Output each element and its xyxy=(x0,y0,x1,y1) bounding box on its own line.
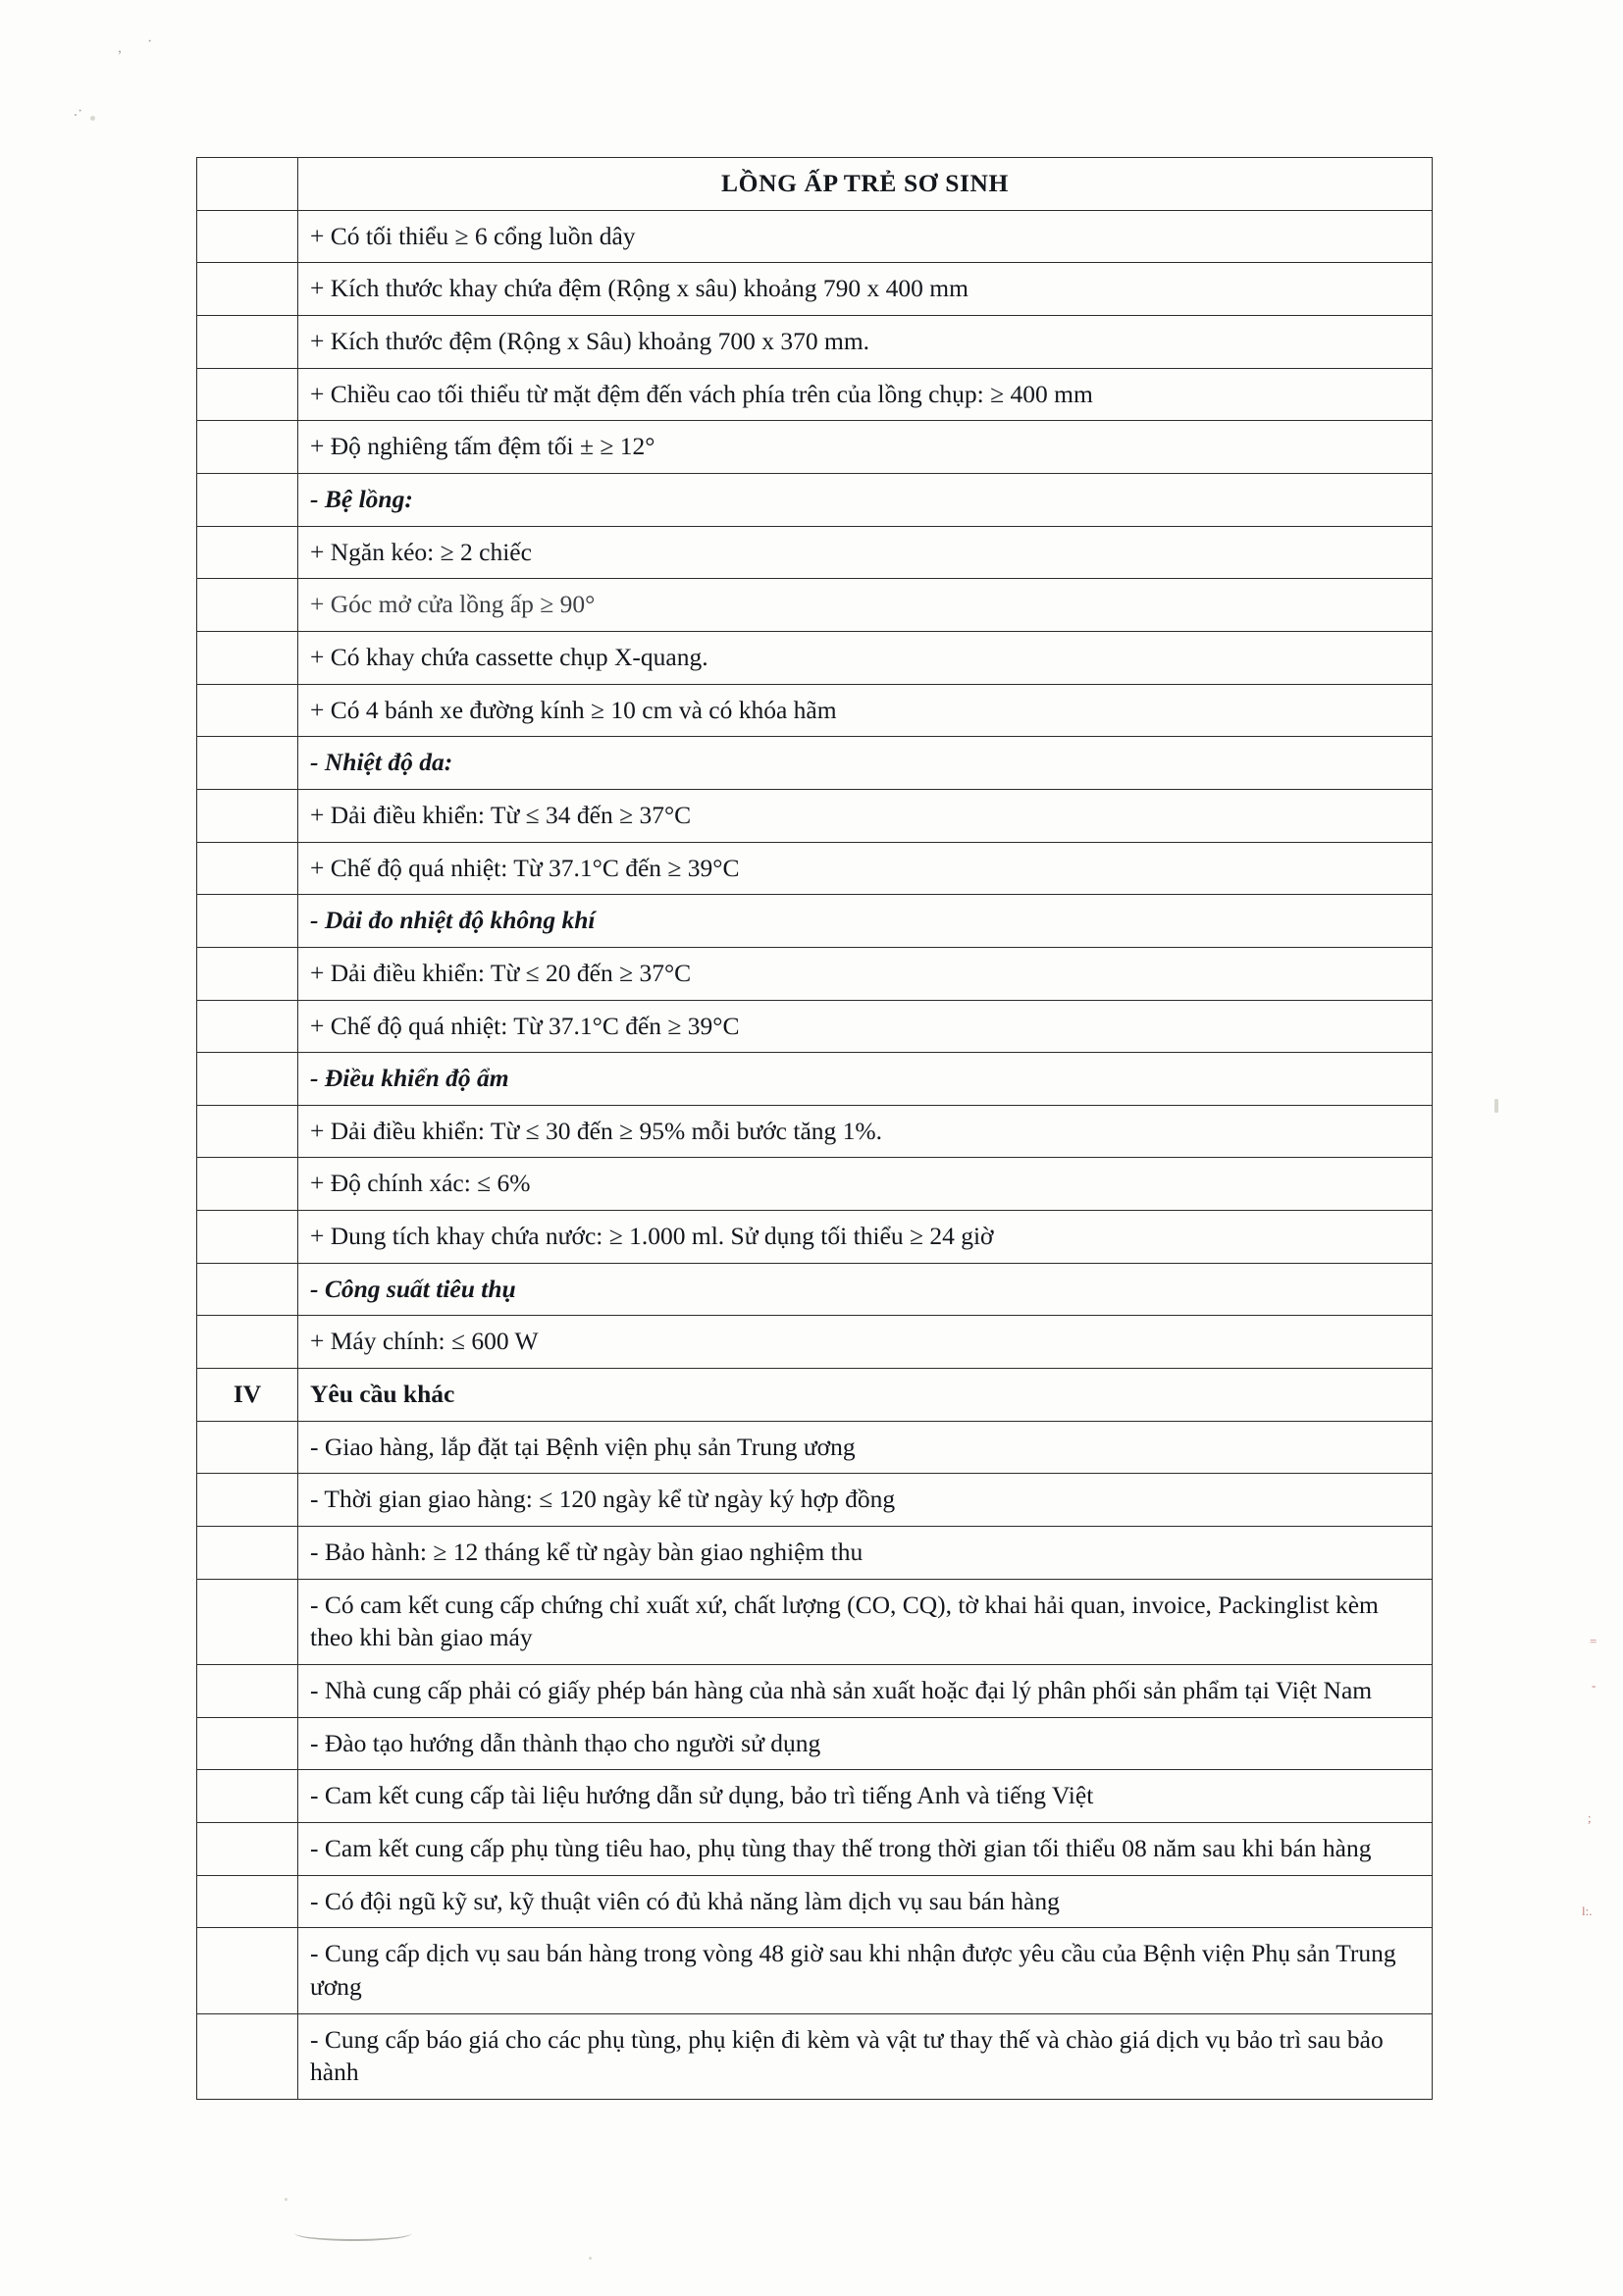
row-number xyxy=(197,1928,298,2013)
row-number xyxy=(197,947,298,1000)
row-subheading: - Điều khiển độ ẩm xyxy=(298,1053,1433,1106)
row-number xyxy=(197,579,298,632)
row-subheading: - Bệ lồng: xyxy=(298,473,1433,526)
scan-edge-mark: = xyxy=(1590,1634,1597,1648)
row-text: + Độ chính xác: ≤ 6% xyxy=(298,1158,1433,1211)
row-number xyxy=(197,1474,298,1527)
row-number xyxy=(197,1527,298,1580)
table-row xyxy=(197,842,1433,895)
row-number xyxy=(197,1579,298,1664)
row-text: - Cam kết cung cấp phụ tùng tiêu hao, phụ tùng thay thế trong thời gian tối thiểu 08 năm sau khi bán hàng xyxy=(298,1823,1433,1876)
row-text: + Dải điều khiển: Từ ≤ 34 đến ≥ 37°C xyxy=(298,789,1433,842)
table-row xyxy=(197,631,1433,684)
table-row xyxy=(197,1421,1433,1474)
section-number: IV xyxy=(197,1369,298,1422)
scan-speck xyxy=(90,116,95,121)
scan-artifact-curl xyxy=(294,2225,412,2241)
row-number xyxy=(197,1770,298,1823)
table-row xyxy=(197,1474,1433,1527)
scan-speck xyxy=(285,2198,288,2201)
row-text: - Cung cấp dịch vụ sau bán hàng trong vòng 48 giờ sau khi nhận được yêu cầu của Bệnh viện Phụ sản Trung ương xyxy=(298,1928,1433,2013)
row-number xyxy=(197,473,298,526)
row-subheading: - Dải đo nhiệt độ không khí xyxy=(298,895,1433,948)
row-number xyxy=(197,1211,298,1264)
table-row xyxy=(197,2013,1433,2099)
section-title: Yêu cầu khác xyxy=(298,1369,1433,1422)
table-row xyxy=(197,1000,1433,1053)
table-row xyxy=(197,1875,1433,1928)
row-number xyxy=(197,1053,298,1106)
row-text: + Độ nghiêng tấm đệm tối ± ≥ 12° xyxy=(298,421,1433,474)
row-text: + Dung tích khay chứa nước: ≥ 1.000 ml. Sử dụng tối thiểu ≥ 24 giờ xyxy=(298,1211,1433,1264)
table-row xyxy=(197,789,1433,842)
row-text: + Chế độ quá nhiệt: Từ 37.1°C đến ≥ 39°C xyxy=(298,842,1433,895)
scan-speck xyxy=(589,2257,592,2260)
row-number xyxy=(197,1875,298,1928)
table-row xyxy=(197,1316,1433,1369)
table-row-section xyxy=(197,1369,1433,1422)
row-number xyxy=(197,895,298,948)
scan-artifact: · xyxy=(147,33,153,50)
table-row xyxy=(197,421,1433,474)
scan-edge-mark: - xyxy=(1592,1678,1596,1693)
row-text: + Dải điều khiển: Từ ≤ 20 đến ≥ 37°C xyxy=(298,947,1433,1000)
table-row xyxy=(197,1717,1433,1770)
row-number xyxy=(197,1158,298,1211)
scan-edge-mark: ; xyxy=(1588,1810,1591,1825)
row-text: - Nhà cung cấp phải có giấy phép bán hàng của nhà sản xuất hoặc đại lý phân phối sản phẩm tại Việt Nam xyxy=(298,1665,1433,1718)
row-text: - Bảo hành: ≥ 12 tháng kể từ ngày bàn giao nghiệm thu xyxy=(298,1527,1433,1580)
table-title-row xyxy=(197,158,1433,211)
table-row xyxy=(197,737,1433,790)
table-row xyxy=(197,1823,1433,1876)
table-row xyxy=(197,895,1433,948)
row-number xyxy=(197,631,298,684)
table-row xyxy=(197,1105,1433,1158)
row-number xyxy=(197,737,298,790)
table-body xyxy=(197,158,1433,2100)
table-row xyxy=(197,684,1433,737)
row-text: - Thời gian giao hàng: ≤ 120 ngày kể từ ngày ký hợp đồng xyxy=(298,1474,1433,1527)
row-number xyxy=(197,210,298,263)
scan-artifact: .· xyxy=(74,103,83,120)
table-row xyxy=(197,1665,1433,1718)
table-row xyxy=(197,1158,1433,1211)
table-row xyxy=(197,1527,1433,1580)
row-number xyxy=(197,842,298,895)
row-subheading: - Công suất tiêu thụ xyxy=(298,1263,1433,1316)
table-row xyxy=(197,263,1433,316)
document-title: LỒNG ẤP TRẺ SƠ SINH xyxy=(298,158,1433,211)
table-row xyxy=(197,1211,1433,1264)
row-text: - Có đội ngũ kỹ sư, kỹ thuật viên có đủ khả năng làm dịch vụ sau bán hàng xyxy=(298,1875,1433,1928)
row-text: - Cung cấp báo giá cho các phụ tùng, phụ kiện đi kèm và vật tư thay thế và chào giá dịch vụ bảo trì sau bảo hành xyxy=(298,2013,1433,2099)
row-text: - Có cam kết cung cấp chứng chỉ xuất xứ, chất lượng (CO, CQ), tờ khai hải quan, invoice, Packinglist kèm theo khi bàn giao máy xyxy=(298,1579,1433,1664)
row-subheading: - Nhiệt độ da: xyxy=(298,737,1433,790)
row-number xyxy=(197,1665,298,1718)
row-text: + Có 4 bánh xe đường kính ≥ 10 cm và có khóa hãm xyxy=(298,684,1433,737)
row-text: + Có khay chứa cassette chụp X-quang. xyxy=(298,631,1433,684)
row-text: + Kích thước đệm (Rộng x Sâu) khoảng 700 x 370 mm. xyxy=(298,315,1433,368)
row-number xyxy=(197,315,298,368)
row-text: + Chế độ quá nhiệt: Từ 37.1°C đến ≥ 39°C xyxy=(298,1000,1433,1053)
table-row-number xyxy=(197,158,298,211)
table-row xyxy=(197,210,1433,263)
table-row xyxy=(197,1579,1433,1664)
table-row xyxy=(197,368,1433,421)
row-number xyxy=(197,1000,298,1053)
row-number xyxy=(197,263,298,316)
row-text: + Dải điều khiển: Từ ≤ 30 đến ≥ 95% mỗi bước tăng 1%. xyxy=(298,1105,1433,1158)
row-text: + Kích thước khay chứa đệm (Rộng x sâu) khoảng 790 x 400 mm xyxy=(298,263,1433,316)
row-text: - Đào tạo hướng dẫn thành thạo cho người sử dụng xyxy=(298,1717,1433,1770)
row-number xyxy=(197,526,298,579)
row-text: + Ngăn kéo: ≥ 2 chiếc xyxy=(298,526,1433,579)
table-row xyxy=(197,473,1433,526)
specification-table xyxy=(196,157,1433,2100)
row-number xyxy=(197,2013,298,2099)
row-text: - Giao hàng, lắp đặt tại Bệnh viện phụ sản Trung ương xyxy=(298,1421,1433,1474)
table-row xyxy=(197,526,1433,579)
row-text: + Có tối thiểu ≥ 6 cổng luồn dây xyxy=(298,210,1433,263)
scan-edge-mark: l:. xyxy=(1582,1904,1593,1918)
row-text: + Máy chính: ≤ 600 W xyxy=(298,1316,1433,1369)
row-number xyxy=(197,1823,298,1876)
table-row xyxy=(197,1263,1433,1316)
row-number xyxy=(197,1316,298,1369)
scan-artifact: , xyxy=(118,39,122,56)
table-row xyxy=(197,1928,1433,2013)
row-text: - Cam kết cung cấp tài liệu hướng dẫn sử dụng, bảo trì tiếng Anh và tiếng Việt xyxy=(298,1770,1433,1823)
table-row xyxy=(197,947,1433,1000)
table-row xyxy=(197,1053,1433,1106)
row-number xyxy=(197,1421,298,1474)
row-number xyxy=(197,1717,298,1770)
row-number xyxy=(197,421,298,474)
table-row xyxy=(197,1770,1433,1823)
row-number xyxy=(197,789,298,842)
row-text: + Chiều cao tối thiểu từ mặt đệm đến vách phía trên của lồng chụp: ≥ 400 mm xyxy=(298,368,1433,421)
row-number xyxy=(197,368,298,421)
row-number xyxy=(197,1105,298,1158)
scan-speck xyxy=(1494,1099,1498,1113)
row-number xyxy=(197,1263,298,1316)
table-row xyxy=(197,579,1433,632)
table-row xyxy=(197,315,1433,368)
row-text: + Góc mở cửa lồng ấp ≥ 90° xyxy=(298,579,1433,632)
row-number xyxy=(197,684,298,737)
